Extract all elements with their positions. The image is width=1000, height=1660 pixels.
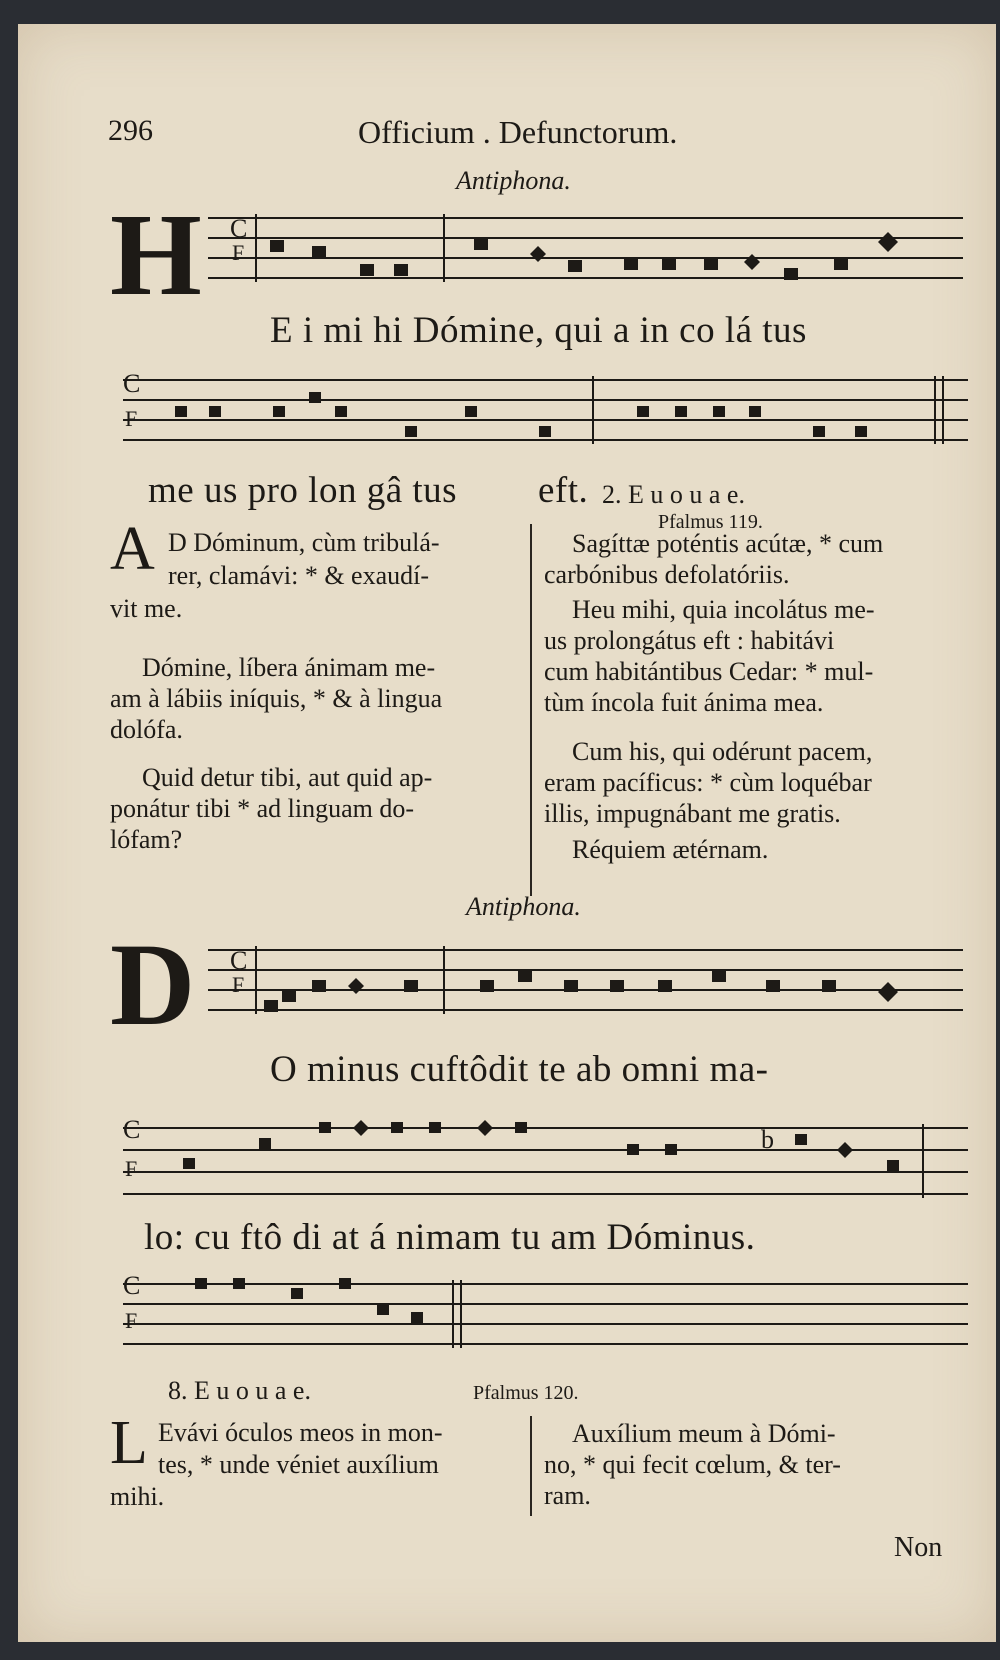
svg-text:F: F (125, 406, 138, 431)
page-header (18, 106, 996, 156)
lyrics-line-4: lo: cu ftô di at á nimam tu am Dóminus. (144, 1217, 756, 1258)
text-line: eram pacíficus: * cùm loquébar (544, 768, 872, 797)
music-staff-1 (208, 202, 968, 298)
text-line: Réquiem ætérnam. (572, 835, 769, 864)
psalm120-left-line3: mihi. (110, 1482, 165, 1511)
svg-text:C: C (123, 1271, 141, 1300)
text-line: Cum his, qui odérunt pacem, (572, 737, 873, 766)
running-title: Officium . Defunctorum. (358, 114, 678, 150)
book-page (18, 24, 996, 1642)
text-line: am à lábiis iníquis, * & à lingua (110, 684, 443, 713)
music-staff-3 (208, 934, 968, 1030)
svg-text:F: F (232, 240, 245, 265)
lyrics-line-1: E i mi hi Dómine, qui a in co lá tus (270, 310, 807, 351)
psalm119-left-para3 (110, 762, 510, 855)
drop-cap-d: D (110, 919, 196, 1050)
svg-text:F: F (125, 1156, 138, 1181)
svg-text:F: F (125, 1308, 138, 1333)
text-line: Sagíttæ poténtis acútæ, * cum (572, 529, 884, 558)
text-line: ponátur tibi * ad linguam do- (110, 794, 415, 823)
psalm119-left-para2 (110, 652, 510, 745)
lyrics-line-2: me us pro lon gâ tus (148, 470, 458, 511)
text-line: tùm íncola fuit ánima mea. (544, 688, 824, 717)
lyrics-line-3: O minus cuftôdit te ab omni ma- (270, 1049, 769, 1090)
psalm119-left-line1: D Dóminum, cùm tribulá- (168, 528, 440, 557)
text-line: us prolongátus eft : habitávi (544, 626, 835, 655)
page-number: 296 (108, 114, 153, 147)
psalm119-right-para1 (544, 528, 964, 590)
music-staff-4 (113, 1102, 973, 1212)
drop-cap-h: H (110, 189, 202, 320)
text-line: Heu mihi, quia incolátus me- (572, 595, 875, 624)
column-divider (530, 524, 532, 896)
text-line: dolófa. (110, 715, 183, 744)
antiphona-label: Antiphona. (456, 166, 571, 195)
text-line: Auxílium meum à Dómi- (572, 1419, 836, 1448)
psalm120-left-line2: tes, * unde véniet auxílium (158, 1450, 439, 1479)
svg-text:C: C (230, 214, 248, 243)
incipit-l: L (110, 1409, 148, 1477)
psalm119-right-para3 (544, 736, 964, 829)
psalm119-right-para2 (544, 594, 964, 718)
svg-text:F: F (232, 972, 245, 997)
psalm-tone-2: 8. E u o u a e. (168, 1376, 311, 1405)
text-line: ram. (544, 1481, 591, 1510)
text-line: carbónibus defolatóriis. (544, 560, 790, 589)
lyrics-end: eft. (538, 470, 589, 511)
text-line: cum habitántibus Cedar: * mul- (544, 657, 874, 686)
svg-text:C: C (230, 946, 248, 975)
psalm-reference-120: Pfalmus 120. (473, 1382, 579, 1404)
column-divider-2 (530, 1416, 532, 1516)
text-line: Dómine, líbera ánimam me- (142, 653, 436, 682)
psalm-tone-1: 2. E u o u a e. (602, 480, 745, 509)
psalm120-right (544, 1418, 964, 1511)
text-line: no, * qui fecit cœlum, & ter- (544, 1450, 841, 1479)
svg-text:C: C (123, 369, 141, 398)
svg-text:b: b (761, 1125, 774, 1154)
psalm119-right-para4 (572, 834, 972, 865)
psalm119-left-line3: vit me. (110, 594, 183, 623)
psalm119-left-line2: rer, clamávi: * & exaudí- (168, 561, 430, 590)
music-staff-2 (113, 362, 973, 462)
text-line: illis, impugnábant me gratis. (544, 799, 841, 828)
incipit-a: A (110, 515, 155, 583)
psalm120-left-line1: Evávi óculos meos in mon- (158, 1418, 443, 1447)
svg-text:C: C (123, 1115, 141, 1144)
antiphona-label-2: Antiphona. (466, 892, 581, 921)
music-staff-5 (113, 1264, 973, 1364)
catchword: Non (894, 1532, 943, 1563)
text-line: lófam? (110, 825, 183, 854)
text-line: Quid detur tibi, aut quid ap- (142, 763, 433, 792)
psalm-reference-119: Pfalmus 119. (658, 511, 763, 533)
